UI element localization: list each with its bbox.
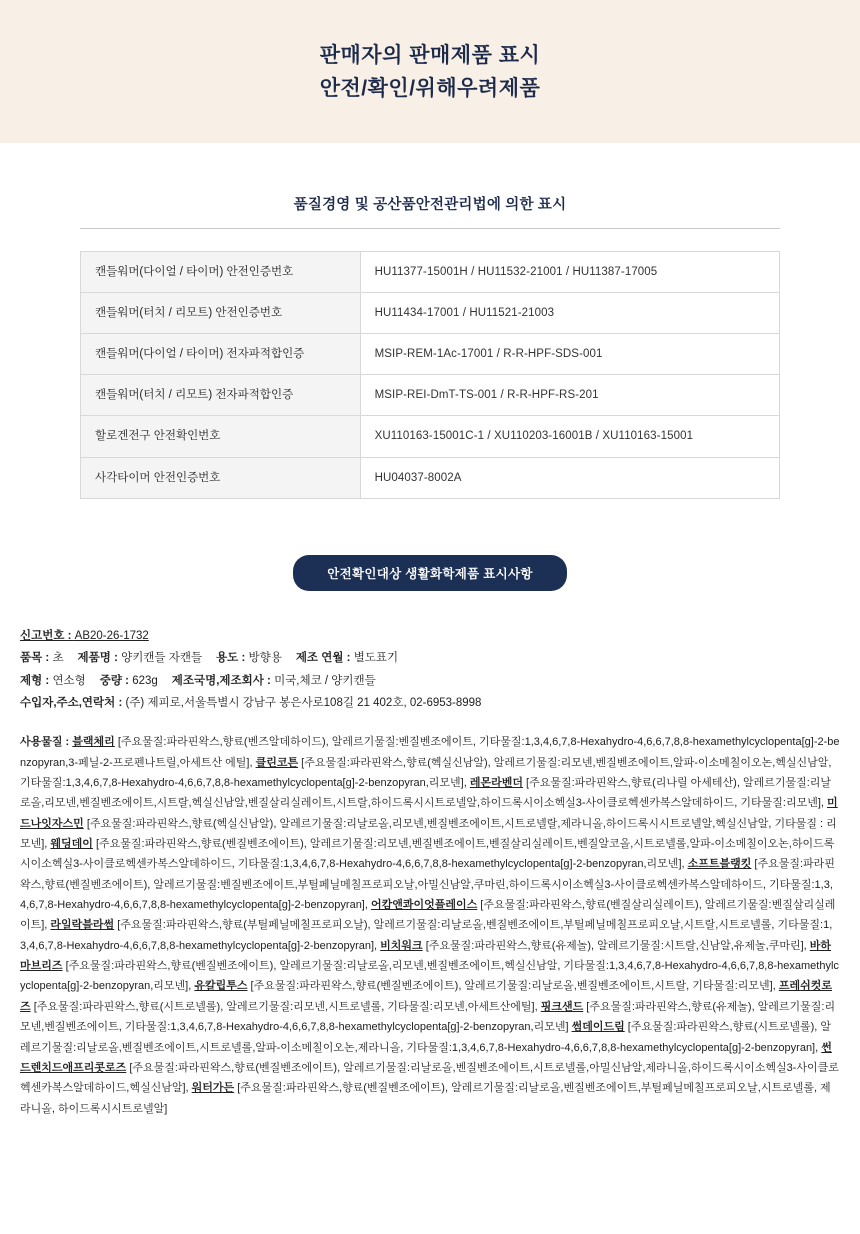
ingredient-name: 라일락블라썸 [50, 919, 115, 932]
ingredient-name: 웨딩데이 [50, 838, 93, 851]
table-row [81, 252, 780, 293]
product-value: 양키캔들 자캔들 [121, 652, 203, 665]
certification-section-title: 품질경영 및 공산품안전관리법에 의한 표시 [80, 193, 780, 229]
type-label: 제형 : [20, 674, 53, 687]
header-banner [0, 0, 860, 143]
cert-value: MSIP-REI-DmT-TS-001 / R-R-HPF-RS-201 [360, 375, 779, 416]
usage-label: 용도 : [216, 652, 249, 665]
ingredient-detail: [주요물질:파라핀왁스,향료(시트로넬롤), 알레르기물질:리날로올,벤질벤조에이트,시트로넬롤,알파-이소메칠이오논,제라니올, 기타물질:1,3,4,6,7,8-Hexahydro-4,6,6,7,8,8-hexamethylcyclopenta[g]-2-benzopyran], [20, 1021, 832, 1054]
report-no-value: AB20-26-1732 [74, 629, 149, 642]
table-row [81, 293, 780, 334]
ingredient-name: 썬드렌치드애프리콧로즈 [20, 1041, 832, 1074]
cert-label: 캔들워머(터치 / 리모트) 안전인증번호 [81, 293, 361, 334]
ingredient-detail: [주요물질:파라핀왁스,향료(벤질벤조에이트), 알레르기물질:리날로올,벤질벤조에이트,부틸페닐메칠프로피오날,시트로넬롤, 제라니올, 하이드록시시트로넬알] [20, 1082, 831, 1115]
cert-label: 캔들워머(다이얼 / 타이머) 안전인증번호 [81, 252, 361, 293]
origin-value: 미국,체코 / 양키캔들 [274, 674, 376, 687]
table-row [81, 375, 780, 416]
info-row-importer [20, 692, 840, 714]
page-title [20, 40, 840, 105]
item-label: 품목 : [20, 652, 53, 665]
certification-table [80, 251, 780, 499]
ingredient-name: 어캄앤콰이엇플레이스 [370, 899, 478, 912]
weight-label: 중량 : [99, 674, 133, 687]
ingredient-name: 핑크샌드 [540, 1000, 584, 1013]
ingredient-name: 비치워크 [380, 939, 423, 952]
ingredient-name: 클린코튼 [255, 756, 299, 769]
safety-label-ribbon: 안전확인대상 생활화학제품 표시사항 [293, 555, 567, 591]
mfg-year-label: 제조 연월 : [295, 652, 354, 665]
origin-label: 제조국명,제조회사 : [171, 674, 275, 687]
ingredient-name: 썸데이드림 [571, 1021, 625, 1034]
ingredient-name: 소프트블랭킷 [687, 858, 752, 871]
usage-value: 방향용 [248, 652, 282, 665]
info-row-item [20, 647, 840, 669]
ingredient-name: 블랙체리 [72, 736, 115, 749]
ingredient-detail: [주요물질:파라핀왁스,향료(벤즈알데하이드), 알레르기물질:벤질벤조에이트, 기타물질:1,3,4,6,7,8-Hexahydro-4,6,6,7,8,8-hexamethylcyclopenta[g]-2-benzopyran,3-페닐-2-프로펜나트릴,아세트산 에틸], [20, 736, 840, 769]
ribbon-container [0, 555, 860, 591]
page-title-line-2: 안전/확인/위해우려제품 [319, 76, 541, 100]
table-row [81, 416, 780, 457]
cert-label: 캔들워머(다이얼 / 타이머) 전자파적합인증 [81, 334, 361, 375]
item-value: 초 [52, 652, 64, 665]
type-value: 연소형 [52, 674, 86, 687]
mfg-year-value: 별도표기 [353, 652, 399, 665]
ingredient-detail: [주요물질:파라핀왁스,향료(헥실신남알), 알레르기물질:리날로올,리모넨,벤질벤조에이트,시트로넬랄,제라니올,하이드록시시트로넬알,헥실신남알, 기타물질 : 리모넨], [20, 817, 837, 851]
ingredient-detail: [주요물질:파라핀왁스,향료(유제놀), 알레르기물질:리모넨,벤질벤조에이트, 기타물질:1,3,4,6,7,8-Hexahydro-4,6,6,7,8,8-hexamethylcyclopenta[g]-2-benzopyran,리모넨] [20, 1000, 836, 1034]
cert-value: HU11377-15001H / HU11532-21001 / HU11387-17005 [360, 252, 779, 293]
ingredients-paragraph [0, 714, 860, 1159]
ingredient-detail: [주요물질:파라핀왁스,향료(시트로넬롤), 알레르기물질:리모넨,시트로넬롤, 기타물질:리모넨,아세트산에틸], [30, 1000, 541, 1013]
product-label: 제품명 : [77, 652, 122, 665]
ingredient-detail: [주요물질:파라핀왁스,향료(헥실신남알), 알레르기물질:리모넨,벤질벤조에이트,알파-이소메칠이오논,헥실신남알, 기타물질:1,3,4,6,7,8-Hexahydro-4,6,6,7,8,8-hexamethylcyclopenta[g]-2-benzopyran,리모넨], [20, 756, 832, 790]
ingredient-name: 유칼립투스 [194, 980, 248, 993]
info-row-type [20, 670, 840, 692]
product-info-block [0, 625, 860, 715]
cert-label: 캔들워머(터치 / 리모트) 전자파적합인증 [81, 375, 361, 416]
ingredient-detail: [주요물질:파라핀왁스,향료(유제놀), 알레르기물질:시트랄,신남알,유제놀,쿠마린], [422, 939, 810, 952]
ingredient-detail: [주요물질:파라핀왁스,향료(벤질벤조에이트), 알레르기물질:벤질벤조에이트,부틸페닐메칠프로피오날,아밀신남알,쿠마린,하이드록시이소헥실3-사이클로헥센카복스알데하이드, 기타물질:1,3,4,6,7,8-Hexahydro-4,6,6,7,8,8-hexamethylcyclopenta[g]-2-benzopyran], [20, 858, 835, 912]
ingredient-name: 미드나잇자스민 [20, 797, 838, 830]
ingredient-detail: [주요물질:파라핀왁스,향료(벤질벤조에이트), 알레르기물질:리날로올,벤질벤조에이트,시트랄, 기타물질:리모넨], [247, 980, 779, 993]
table-row [81, 334, 780, 375]
info-row-report-no [20, 625, 840, 647]
ingredient-detail: [주요물질:파라핀왁스,향료(벤질벤조에이트), 알레르기물질:리날로올,벤질벤조에이트,시트로넬롤,아밀신남알,제라니올,하이드록시이소헥실3-사이클로헥센카복스알데하이드,헥실신남알], [20, 1061, 839, 1095]
cert-value: HU04037-8002A [360, 457, 779, 498]
cert-value: MSIP-REM-1Ac-17001 / R-R-HPF-SDS-001 [360, 334, 779, 375]
cert-value: XU110163-15001C-1 / XU110203-16001B / XU110163-15001 [360, 416, 779, 457]
ingredient-detail: [주요물질:파라핀왁스,향료(부틸페닐메칠프로피오날), 알레르기물질:리날로올,벤질벤조에이트,부틸페닐메칠프로피오날,시트랄,시트로넬롤, 기타물질:1,3,4,6,7,8-Hexahydro-4,6,6,7,8,8-hexamethylcyclopenta[g]-2-benzopyran], [20, 919, 833, 952]
weight-value: 623g [132, 674, 158, 687]
ingredient-name: 레몬라벤더 [469, 777, 523, 790]
ingredient-detail: [주요물질:파라핀왁스,향료(벤질살리실레이트), 알레르기물질:벤질살리실레이트], [20, 899, 836, 932]
ingredients-list [20, 736, 840, 1114]
ingredients-lead-label: 사용물질 : [20, 736, 73, 749]
importer-value: (주) 제피로,서울특별시 강남구 봉은사로108길 21 402호, 02-6953-8998 [125, 696, 482, 709]
ingredient-name: 바하마브리즈 [20, 939, 832, 973]
certification-section [0, 143, 860, 509]
cert-label: 할로겐전구 안전확인번호 [81, 416, 361, 457]
ingredient-detail: [주요물질:파라핀왁스,향료(벤질벤조에이트), 알레르기물질:리모넨,벤질벤조에이트,벤질살리실레이트,벤질알코올,시트로넬롤,알파-이소메칠이오논,하이드록시이소헥실3-사이클로헥센카복스알데하이드, 기타물질:1,3,4,6,7,8-Hexahydro-4,6,6,7,8,8-hexamethylcyclopenta[g]-2-benzopyran,리모넨], [20, 838, 835, 871]
page-title-line-1: 판매자의 판매제품 표시 [319, 44, 541, 67]
ingredient-detail: [주요물질:파라핀왁스,향료(리나릴 아세테산), 알레르기물질:리날로올,리모넨,벤질벤조에이트,시트랄,헥실신남알,벤질살리실레이트,시트랄,하이드록시시트로넬알,하이드록시이소헥실3-사이클로헥센카복스알데하이드, 기타물질:리모넨], [20, 777, 832, 810]
importer-label: 수입자,주소,연락처 : [20, 696, 126, 709]
report-no-label: 신고번호 : [20, 629, 75, 642]
cert-value: HU11434-17001 / HU11521-21003 [360, 293, 779, 334]
ingredient-name: 워터가든 [191, 1082, 235, 1095]
table-row [81, 457, 780, 498]
cert-label: 사각타이머 안전인증번호 [81, 457, 361, 498]
ingredient-name: 프레쉬컷로즈 [20, 980, 832, 1013]
ingredient-detail: [주요물질:파라핀왁스,향료(벤질벤조에이트), 알레르기물질:리날로올,리모넨,벤질벤조에이트,헥실신남알, 기타물질:1,3,4,6,7,8-Hexahydro-4,6,6,7,8,8-hexamethylcyclopenta[g]-2-benzopyran,리모넨], [20, 960, 839, 993]
